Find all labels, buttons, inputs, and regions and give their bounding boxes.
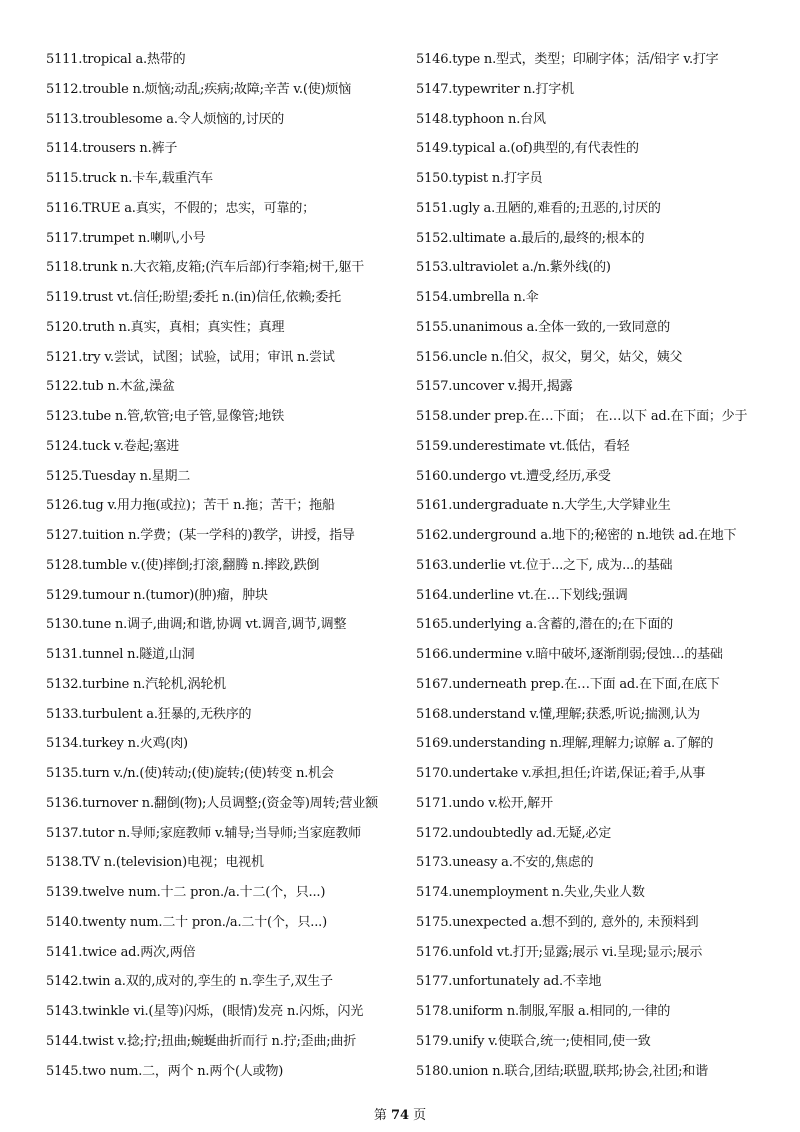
vocab-entry: 5172.undoubtedly ad.无疑,必定 bbox=[416, 825, 612, 841]
vocab-entry: 5167.underneath prep.在…下面 ad.在下面,在底下 bbox=[416, 676, 720, 692]
vocab-entry: 5156.uncle n.伯父，叔父，舅父，姑父，姨父 bbox=[416, 349, 683, 365]
vocab-entry: 5118.trunk n.大衣箱,皮箱;(汽车后部)行李箱;树干,躯干 bbox=[46, 260, 365, 276]
vocab-entry: 5124.tuck v.卷起;塞进 bbox=[46, 438, 180, 454]
vocab-entry: 5135.turn v./n.(使)转动;(使)旋转;(使)转变 n.机会 bbox=[46, 766, 334, 781]
vocab-entry: 5165.underlying a.含蓄的,潜在的;在下面的 bbox=[416, 617, 674, 633]
vocab-entry: 5115.truck n.卡车,载重汽车 bbox=[46, 171, 213, 186]
vocab-entry: 5178.uniform n.制服,军服 a.相同的,一律的 bbox=[416, 1004, 671, 1019]
vocab-entry: 5180.union n.联合,团结;联盟,联邦;协会,社团;和谐 bbox=[416, 1063, 708, 1079]
vocab-entry: 5119.trust vt.信任;盼望;委托 n.(in)信任,依赖;委托 bbox=[46, 290, 341, 305]
vocab-entry: 5123.tube n.管,软管;电子管,显像管;地铁 bbox=[46, 409, 285, 424]
left-column bbox=[46, 45, 406, 1086]
vocab-entry: 5112.trouble n.烦恼;动乱;疾病;故障;辛苦 v.(使)烦恼 bbox=[46, 81, 351, 97]
vocab-entry: 5177.unfortunately ad.不幸地 bbox=[416, 974, 602, 990]
vocab-entry: 5122.tub n.木盆,澡盆 bbox=[46, 379, 175, 395]
vocab-entry: 5170.undertake v.承担,担任;许诺,保证;着手,从事 bbox=[416, 766, 706, 781]
vocab-entry: 5146.type n.型式，类型；印刷字体；活/铅字 v.打字 bbox=[416, 52, 719, 67]
vocab-entry: 5154.umbrella n.伞 bbox=[416, 290, 539, 305]
vocab-entry: 5126.tug v.用力拖(或拉)；苦干 n.拖；苦干；拖船 bbox=[46, 498, 335, 514]
vocab-entry: 5151.ugly a.丑陋的,难看的;丑恶的,讨厌的 bbox=[416, 200, 661, 216]
page-footer bbox=[0, 1104, 800, 1123]
vocab-entry: 5128.tumble v.(使)摔倒;打滚,翻腾 n.摔跤,跌倒 bbox=[46, 557, 320, 573]
vocab-entry: 5169.understanding n.理解,理解力;谅解 a.了解的 bbox=[416, 736, 714, 752]
vocab-entry: 5121.try v.尝试，试图；试验，试用；审讯 n.尝试 bbox=[46, 349, 335, 365]
vocab-entry: 5127.tuition n.学费；(某一学科的)教学，讲授，指导 bbox=[46, 528, 355, 543]
vocab-entry: 5160.undergo vt.遭受,经历,承受 bbox=[416, 468, 611, 484]
page-number: 74 bbox=[390, 1108, 410, 1123]
vocab-entry: 5113.troublesome a.令人烦恼的,讨厌的 bbox=[46, 111, 285, 127]
vocab-entry: 5152.ultimate a.最后的,最终的;根本的 bbox=[416, 230, 645, 246]
vocab-entry: 5148.typhoon n.台风 bbox=[416, 111, 546, 127]
vocab-entry: 5125.Tuesday n.星期二 bbox=[46, 468, 191, 484]
vocab-entry: 5114.trousers n.裤子 bbox=[46, 141, 178, 157]
vocab-entry: 5139.twelve num.十二 pron./a.十二(个，只...) bbox=[46, 885, 326, 900]
vocab-entry: 5143.twinkle vi.(星等)闪烁，(眼情)发亮 n.闪烁，闪光 bbox=[46, 1004, 364, 1019]
vocab-entry: 5163.underlie vt.位于...之下, 成为...的基础 bbox=[416, 557, 673, 573]
footer-suffix: 页 bbox=[409, 1108, 427, 1123]
vocab-entry: 5158.under prep.在…下面； 在…以下 ad.在下面；少于 bbox=[416, 409, 748, 424]
vocab-entry: 5133.turbulent a.狂暴的,无秩序的 bbox=[46, 706, 252, 722]
vocab-entry: 5138.TV n.(television)电视；电视机 bbox=[46, 855, 264, 871]
vocab-entry: 5149.typical a.(of)典型的,有代表性的 bbox=[416, 141, 639, 157]
vocab-entry: 5173.uneasy a.不安的,焦虑的 bbox=[416, 855, 594, 871]
vocab-entry: 5137.tutor n.导师;家庭教师 v.辅导;当导师;当家庭教师 bbox=[46, 825, 361, 841]
vocab-entry: 5120.truth n.真实，真相；真实性；真理 bbox=[46, 319, 285, 335]
vocab-entry: 5176.unfold vt.打开;显露;展示 vi.呈现;显示;展示 bbox=[416, 944, 703, 960]
vocab-entry: 5166.undermine v.暗中破坏,逐渐削弱;侵蚀…的基础 bbox=[416, 647, 723, 662]
vocab-entry: 5168.understand v.懂,理解;获悉,听说;揣测,认为 bbox=[416, 706, 700, 722]
vocab-entry: 5144.twist v.捻;拧;扭曲;蜿蜒曲折而行 n.拧;歪曲;曲折 bbox=[46, 1033, 357, 1049]
vocab-entry: 5142.twin a.双的,成对的,孪生的 n.孪生子,双生子 bbox=[46, 974, 333, 990]
vocab-entry: 5161.undergraduate n.大学生,大学肄业生 bbox=[416, 498, 671, 514]
vocab-entry: 5136.turnover n.翻倒(物);人员调整;(资金等)周转;营业额 bbox=[46, 795, 378, 811]
vocab-entry: 5159.underestimate vt.低估，看轻 bbox=[416, 438, 630, 454]
vocab-entry: 5129.tumour n.(tumor)(肿)瘤，肿块 bbox=[46, 587, 268, 603]
vocab-entry: 5130.tune n.调子,曲调;和谐,协调 vt.调音,调节,调整 bbox=[46, 617, 347, 633]
vocab-entry: 5134.turkey n.火鸡(肉) bbox=[46, 736, 188, 752]
vocab-entry: 5179.unify v.使联合,统一;使相同,使一致 bbox=[416, 1033, 651, 1049]
vocab-entry: 5117.trumpet n.喇叭,小号 bbox=[46, 230, 206, 246]
vocab-entry: 5155.unanimous a.全体一致的,一致同意的 bbox=[416, 319, 670, 335]
vocab-entry: 5174.unemployment n.失业,失业人数 bbox=[416, 885, 645, 900]
vocab-entry: 5153.ultraviolet a./n.紫外线(的) bbox=[416, 260, 611, 276]
vocab-entry: 5131.tunnel n.隧道,山洞 bbox=[46, 647, 195, 662]
vocab-entry: 5111.tropical a.热带的 bbox=[46, 52, 186, 67]
vocab-entry: 5140.twenty num.二十 pron./a.二十(个，只...) bbox=[46, 914, 327, 930]
vocab-entry: 5171.undo v.松开,解开 bbox=[416, 795, 553, 811]
vocab-entry: 5132.turbine n.汽轮机,涡轮机 bbox=[46, 676, 226, 692]
vocab-entry: 5116.TRUE a.真实，不假的；忠实，可靠的； bbox=[46, 200, 315, 216]
vocab-entry: 5162.underground a.地下的;秘密的 n.地铁 ad.在地下 bbox=[416, 528, 737, 543]
vocab-entry: 5150.typist n.打字员 bbox=[416, 171, 543, 186]
vocab-entry: 5147.typewriter n.打字机 bbox=[416, 81, 574, 97]
vocab-entry: 5175.unexpected a.想不到的, 意外的, 未预料到 bbox=[416, 914, 699, 930]
vocab-entry: 5145.two num.二，两个 n.两个(人或物) bbox=[46, 1063, 284, 1079]
footer-prefix: 第 bbox=[373, 1108, 391, 1123]
vocab-entry: 5141.twice ad.两次,两倍 bbox=[46, 944, 196, 960]
vocab-entry: 5164.underline vt.在…下划线;强调 bbox=[416, 587, 628, 603]
vocab-entry: 5157.uncover v.揭开,揭露 bbox=[416, 379, 573, 395]
right-column bbox=[416, 45, 788, 1086]
